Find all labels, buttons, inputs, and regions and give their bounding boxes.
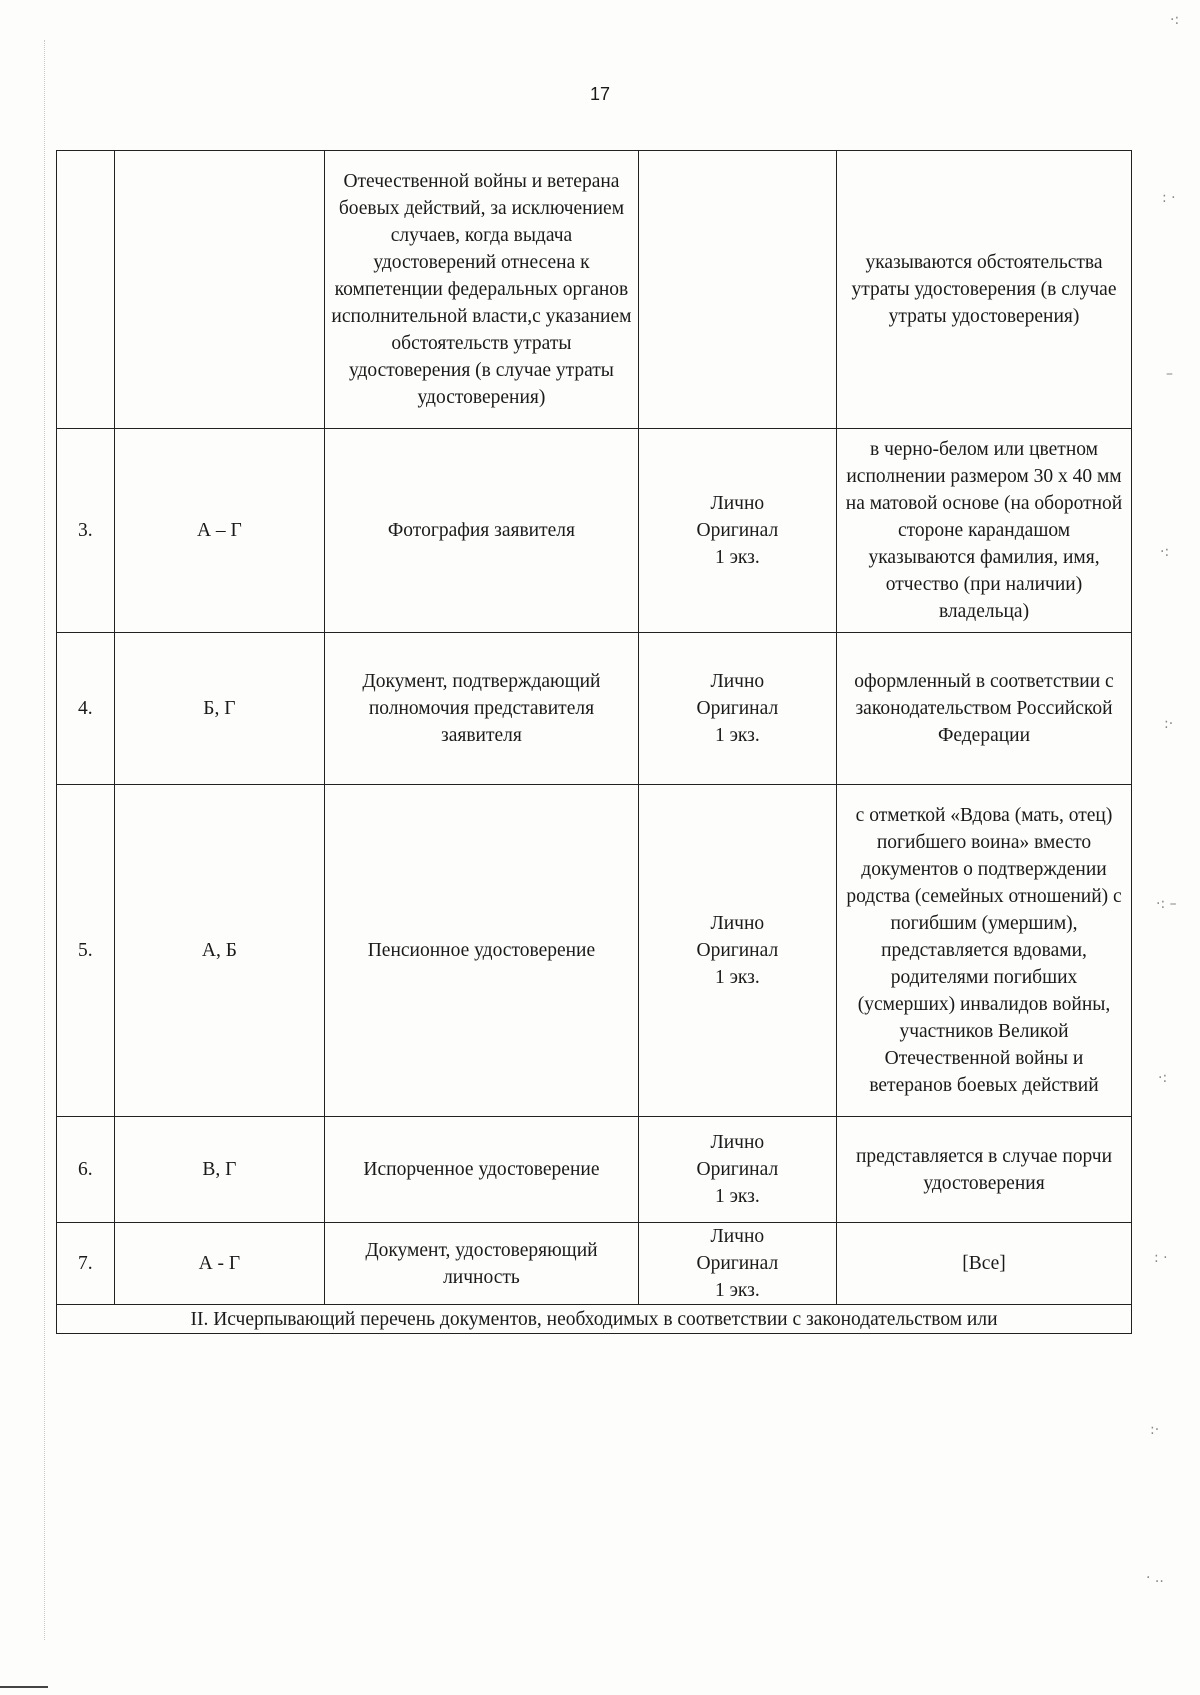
scan-artifact: :· bbox=[1164, 716, 1174, 732]
num-cell: 3. bbox=[57, 429, 115, 633]
requirements-cell: представляется в случае порчи удостоверения bbox=[837, 1117, 1132, 1223]
section-heading-row bbox=[57, 1305, 1132, 1334]
scan-left-edge bbox=[44, 40, 47, 1640]
submission-cell bbox=[638, 785, 836, 1117]
num-cell: 7. bbox=[57, 1223, 115, 1305]
categories-cell: В, Г bbox=[114, 1117, 325, 1223]
submission-form: Оригинал bbox=[696, 1253, 779, 1274]
document-cell: Отечественной войны и ветерана боевых действий, за исключением случаев, когда выдача удостоверений отнесена к компетенции федеральных органов исполнительной власти,с указанием обстоятельств утраты удостоверения (в случае утраты удостоверения) bbox=[325, 151, 638, 429]
scan-artifact: : · bbox=[1162, 190, 1176, 206]
document-cell: Фотография заявителя bbox=[325, 429, 638, 633]
requirements-cell: с отметкой «Вдова (мать, отец) погибшего воина» вместо документов о подтверждении родства (семейных отношений) с погибшим (умершим), представляется вдовами, родителями погибших (усмерших) инвалидов войны, участников Великой Отечественной войны и ветеранов боевых действий bbox=[837, 785, 1132, 1117]
scan-artifact: :· bbox=[1150, 1422, 1160, 1438]
submission-cell bbox=[638, 1223, 836, 1305]
submission-method: Лично bbox=[710, 671, 765, 692]
submission-cell bbox=[638, 1117, 836, 1223]
requirements-cell: в черно-белом или цветном исполнении размером 30 х 40 мм на матовой основе (на оборотной стороне карандашом указываются фамилия, имя, отчество (при наличии) владельца) bbox=[837, 429, 1132, 633]
submission-copies: 1 экз. bbox=[714, 547, 760, 568]
submission-form: Оригинал bbox=[696, 1159, 779, 1180]
submission-form: Оригинал bbox=[696, 520, 779, 541]
table-row bbox=[57, 785, 1132, 1117]
categories-cell bbox=[114, 151, 325, 429]
submission-cell bbox=[638, 429, 836, 633]
submission-copies: 1 экз. bbox=[714, 725, 760, 746]
scan-artifact: ·: bbox=[1170, 12, 1180, 28]
requirements-cell: указываются обстоятельства утраты удостоверения (в случае утраты удостоверения) bbox=[837, 151, 1132, 429]
document-cell: Документ, подтверждающий полномочия представителя заявителя bbox=[325, 633, 638, 785]
requirements-cell: [Все] bbox=[837, 1223, 1132, 1305]
scan-artifact: ·: – bbox=[1156, 896, 1177, 912]
submission-form: Оригинал bbox=[696, 698, 779, 719]
document-cell: Документ, удостоверяющий личность bbox=[325, 1223, 638, 1305]
submission-cell bbox=[638, 633, 836, 785]
submission-method: Лично bbox=[710, 493, 765, 514]
page-number: 17 bbox=[589, 84, 611, 104]
table-row-continuation bbox=[57, 151, 1132, 429]
table-row bbox=[57, 429, 1132, 633]
submission-copies: 1 экз. bbox=[714, 1280, 760, 1301]
submission-method: Лично bbox=[710, 1226, 765, 1247]
documents-table bbox=[56, 150, 1132, 1334]
submission-method: Лично bbox=[710, 1132, 765, 1153]
categories-cell: А - Г bbox=[114, 1223, 325, 1305]
submission-form: Оригинал bbox=[696, 940, 779, 961]
submission-copies: 1 экз. bbox=[714, 967, 760, 988]
document-cell: Пенсионное удостоверение bbox=[325, 785, 638, 1117]
categories-cell: А – Г bbox=[114, 429, 325, 633]
table-row bbox=[57, 633, 1132, 785]
section-heading: II. Исчерпывающий перечень документов, необходимых в соответствии с законодательством или bbox=[57, 1305, 1132, 1334]
num-cell bbox=[57, 151, 115, 429]
num-cell: 5. bbox=[57, 785, 115, 1117]
scan-artifact: : · bbox=[1154, 1250, 1168, 1266]
table-row bbox=[57, 1223, 1132, 1305]
document-cell: Испорченное удостоверение bbox=[325, 1117, 638, 1223]
requirements-cell: оформленный в соответствии с законодательством Российской Федерации bbox=[837, 633, 1132, 785]
submission-copies: 1 экз. bbox=[714, 1186, 760, 1207]
submission-method: Лично bbox=[710, 913, 765, 934]
scan-artifact: ·: bbox=[1160, 544, 1170, 560]
scan-bottom-line bbox=[0, 1686, 48, 1688]
scan-artifact: – bbox=[1166, 366, 1173, 382]
categories-cell: Б, Г bbox=[114, 633, 325, 785]
submission-cell bbox=[638, 151, 836, 429]
num-cell: 6. bbox=[57, 1117, 115, 1223]
num-cell: 4. bbox=[57, 633, 115, 785]
scan-artifact: · .. bbox=[1146, 1570, 1164, 1586]
categories-cell: А, Б bbox=[114, 785, 325, 1117]
table-row bbox=[57, 1117, 1132, 1223]
scan-artifact: ·: bbox=[1158, 1070, 1168, 1086]
